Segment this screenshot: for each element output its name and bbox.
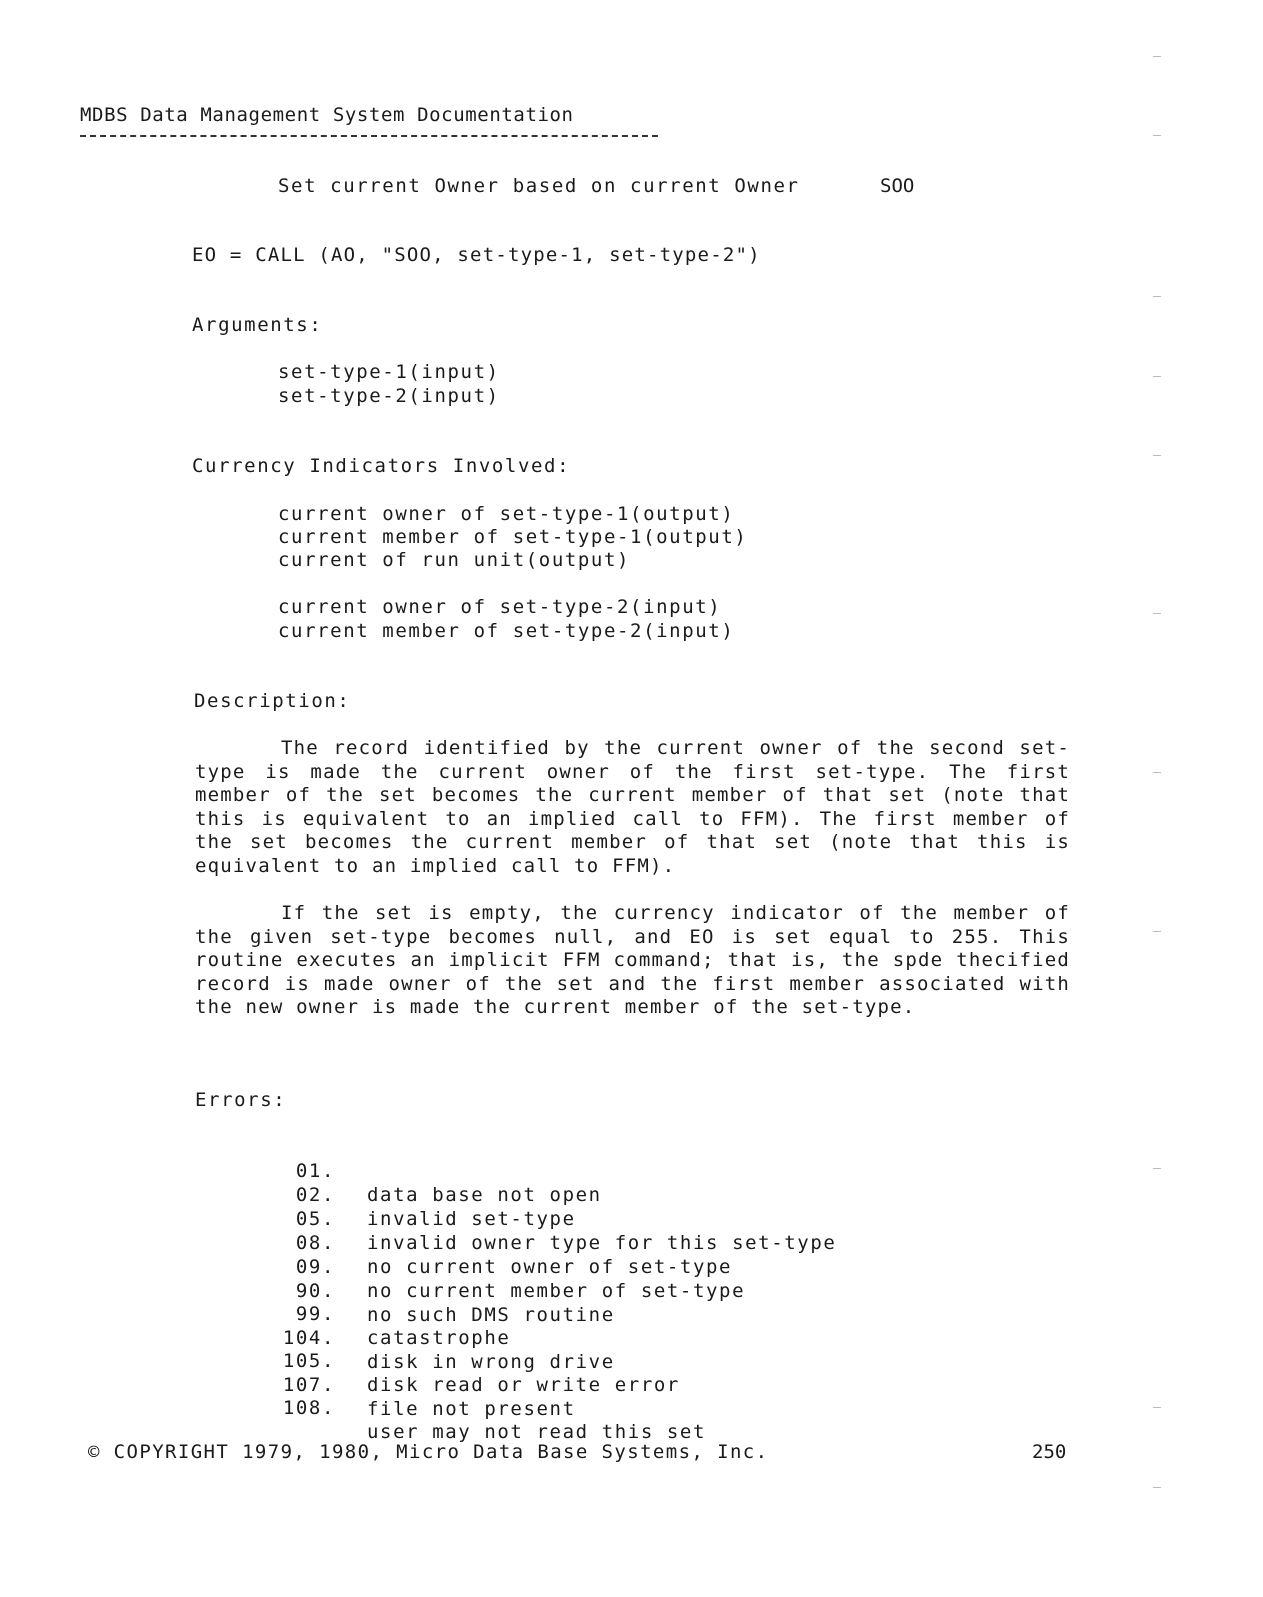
document-header-title: MDBS Data Management System Documentation	[80, 104, 574, 126]
margin-tick-mark	[1153, 1407, 1161, 1408]
errors-heading: Errors:	[195, 1089, 287, 1111]
margin-tick-mark	[1153, 931, 1161, 932]
margin-tick-mark	[1153, 613, 1161, 614]
error-text: catastrophe	[367, 1327, 511, 1349]
error-code: 108.	[282, 1397, 335, 1419]
description-heading: Description:	[194, 690, 351, 712]
error-code: 05.	[295, 1208, 335, 1230]
error-code: 02.	[295, 1184, 335, 1206]
margin-tick-mark	[1153, 296, 1161, 297]
error-text: no current member of set-type	[367, 1280, 746, 1302]
error-code: 01.	[295, 1160, 335, 1182]
margin-tick-mark	[1153, 1168, 1161, 1169]
header-dashed-rule	[80, 135, 658, 137]
margin-tick-mark	[1153, 135, 1161, 136]
error-text: no such DMS routine	[367, 1304, 615, 1326]
argument-item: set-type-1(input)	[278, 361, 500, 383]
margin-tick-mark	[1153, 376, 1161, 377]
description-paragraph: The record identified by the current owner of the second set-type is made the current owner of the first set-type. The first member of the set becomes the current member of that set (note that this is equivalent to an implied call to FFM). The first member of the set becomes the current member of that set (note that this is equivalent to an implied call to FFM).	[195, 737, 1070, 877]
currency-item: current owner of set-type-1(output)	[278, 503, 735, 525]
currency-item: current member of set-type-1(output)	[278, 526, 748, 548]
error-code: 90.	[295, 1280, 335, 1302]
page-number: 250	[1032, 1441, 1067, 1463]
margin-tick-mark	[1153, 772, 1161, 773]
error-code: 104.	[282, 1327, 335, 1349]
error-text: file not present	[367, 1398, 576, 1420]
error-text: disk read or write error	[367, 1374, 680, 1396]
error-code: 99.	[295, 1303, 335, 1325]
error-text: no current owner of set-type	[367, 1256, 733, 1278]
margin-tick-mark	[1153, 1487, 1161, 1488]
arguments-heading: Arguments:	[192, 314, 323, 336]
function-title: Set current Owner based on current Owner	[278, 175, 800, 197]
error-code: 105.	[282, 1350, 335, 1372]
error-code: 08.	[295, 1232, 335, 1254]
error-text: disk in wrong drive	[367, 1351, 615, 1373]
footer-copyright: © COPYRIGHT 1979, 1980, Micro Data Base Systems, Inc.	[88, 1441, 769, 1463]
call-syntax: EO = CALL (AO, "SOO, set-type-1, set-type-2")	[192, 244, 761, 266]
currency-item: current of run unit(output)	[278, 549, 631, 571]
error-text: user may not read this set	[367, 1421, 707, 1443]
margin-tick-mark	[1153, 455, 1161, 456]
margin-tick-mark	[1153, 56, 1161, 57]
argument-item: set-type-2(input)	[278, 385, 500, 407]
error-code: 107.	[282, 1374, 335, 1396]
currency-item: current member of set-type-2(input)	[278, 620, 735, 642]
error-text: data base not open	[367, 1184, 602, 1206]
currency-indicators-heading: Currency Indicators Involved:	[192, 455, 571, 477]
error-text: invalid owner type for this set-type	[367, 1232, 837, 1254]
function-code: SOO	[880, 175, 915, 197]
error-text: invalid set-type	[367, 1208, 576, 1230]
description-paragraph: If the set is empty, the currency indicator of the member of the given set-type becomes null, and EO is set equal to 255. This routine executes an implicit FFM command; that is, the spde thecified record is made owner of the set and the first member associated with the new owner is made the current member of the set-type.	[195, 902, 1070, 1018]
error-code: 09.	[295, 1256, 335, 1278]
currency-item: current owner of set-type-2(input)	[278, 596, 722, 618]
